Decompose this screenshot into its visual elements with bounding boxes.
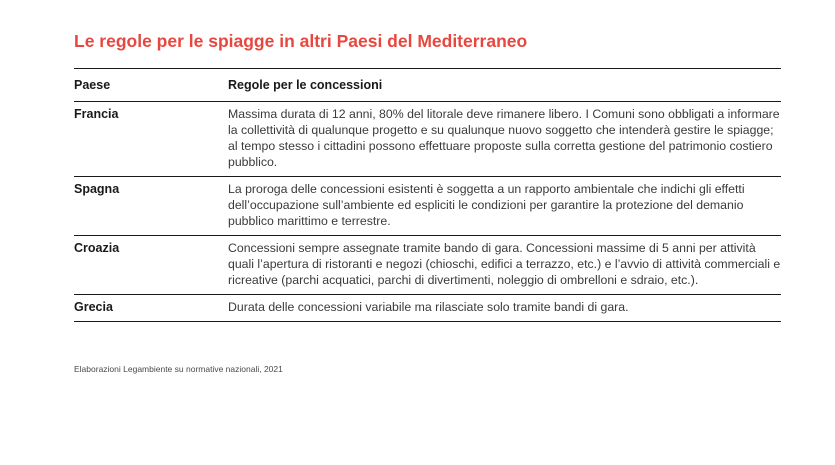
country-cell: Spagna (74, 182, 120, 196)
country-cell: Grecia (74, 300, 113, 314)
country-cell: Croazia (74, 241, 120, 255)
rules-cell: Massima durata di 12 anni, 80% del litorale deve rimanere libero. I Comuni sono obbligati a informare la collettività di qualunque progetto e su qualunque nuovo soggetto che intenderà gestire le spiagge; al tempo stesso i cittadini possono effettuare proposte sulla corretta gestione del patrimonio costiero pubblico. (228, 107, 780, 169)
rules-cell: Durata delle concessioni variabile ma rilasciate solo tramite bandi di gara. (228, 300, 629, 314)
table-row (74, 101, 781, 176)
table-header-row (74, 69, 781, 101)
country-cell: Francia (74, 107, 119, 121)
concessions-table (74, 68, 781, 322)
column-header-country: Paese (74, 78, 111, 92)
column-header-rules: Regole per le concessioni (228, 78, 383, 92)
page-title: Le regole per le spiagge in altri Paesi del Mediterraneo (74, 31, 528, 51)
rules-cell: La proroga delle concessioni esistenti è soggetta a un rapporto ambientale che indichi gli effetti dell’occupazione sull’ambiente ed espliciti le condizioni per garantire la protezione del demanio pubblico marittimo e terrestre. (228, 182, 745, 228)
source-note: Elaborazioni Legambiente su normative nazionali, 2021 (74, 364, 283, 374)
table-bottom-rule (74, 321, 781, 322)
table-row (74, 176, 781, 235)
table-row (74, 294, 781, 321)
table-row (74, 235, 781, 294)
rules-cell: Concessioni sempre assegnate tramite bando di gara. Concessioni massime di 5 anni per attività quali l’apertura di ristoranti e negozi (chioschi, edifici a terrazzo, etc.) e l’avvio di attività commerciali e ricreative (parchi acquatici, parchi di divertimenti, noleggio di ombrelloni e sdraio, etc.). (228, 241, 781, 287)
